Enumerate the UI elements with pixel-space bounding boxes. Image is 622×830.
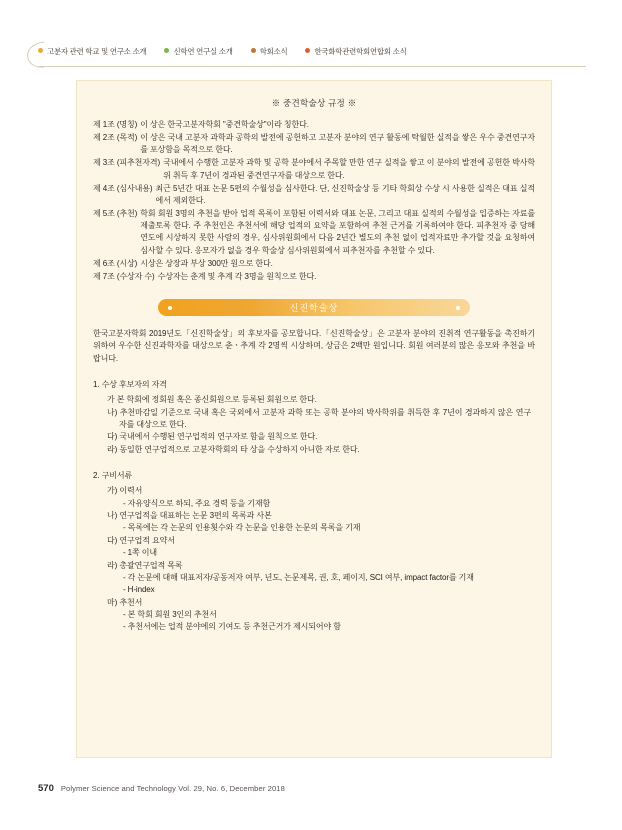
top-navigation	[38, 38, 602, 64]
rule-clause-text: 국내에서 수행한 고분자 과학 및 공학 분야에서 주목할 만한 연구 실적을 쌓고 이 분야의 발전에 공헌한 박사학위 취득 후 7년이 경과된 중견연구자를 대상으로 한다.	[163, 158, 535, 180]
nav-item-label: 신학연 연구실 소개	[173, 46, 233, 56]
page-number: 570	[38, 783, 54, 794]
rule-clause-text: 학회 회원 3명의 추천을 받아 업적 목록이 포함된 이력서와 대표 논문, 그리고 대표 실적의 수월성을 입증하는 자료를 제출토록 한다. 주 추천인은 추천서에 해당 업적의 요약을 포함하여 추천 근거를 기록하여야 한다. 피추천자 중 당해 연도에 시상하지 못한 사람의 경우, 심사위원회에서 다음 2년간 별도의 추천 없이 업적자료만 추가할 것을 요청하여 심사할 수 있다. 응모자가 없을 경우 학술상 심사위원회에서 피추천자를 추천할 수 있다.	[140, 209, 535, 255]
nav-item-federation-news[interactable]	[305, 46, 406, 57]
list-item: 나) 연구업적을 대표하는 논문 3편의 목록과 사본	[107, 510, 272, 520]
list-item: - 추천서에는 업적 분야에의 기여도 등 추천근거가 제시되어야 함	[123, 622, 341, 632]
nav-item-label: 한국화학관련학회연합회 소식	[314, 46, 407, 56]
list-item: - 목록에는 각 논문의 인용횟수와 각 논문을 인용한 논문의 목록을 기재	[123, 523, 361, 533]
rule-clause-label: 제 3조 (피추천자격)	[93, 158, 161, 168]
list-item: - 각 논문에 대해 대표저자/공동저자 여부, 년도, 논문제목, 권, 호, 페이지, SCI 여부, impact factor를 기재	[123, 572, 474, 582]
rule-clause-label: 제 2조 (목적)	[93, 133, 138, 143]
journal-citation: Polymer Science and Technology Vol. 29, No. 6, December 2018	[60, 784, 285, 793]
rule-clause-label: 제 4조 (심사내용)	[93, 183, 153, 193]
content-panel	[76, 80, 552, 758]
rule-clause	[93, 258, 535, 270]
award-intro-paragraph: 한국고분자학회 2019년도「신진학술상」의 후보자를 공모합니다.「신진학술상」은 고분자 분야의 진취적 연구활동을 촉진하기 위하여 우수한 신진과학자를 대상으로 춘ㆍ추계 각 2명씩 시상하며, 상금은 2백만 원입니다. 회원 여러분의 많은 응모와 추천을 바랍니다.	[93, 329, 535, 363]
rule-clause	[93, 119, 535, 131]
rule-clause	[93, 157, 535, 181]
rule-clause-label: 제 1조 (명칭)	[93, 120, 138, 129]
rule-clause-text: 이 상은 한국고분자학회 "중견학술상"이라 칭한다.	[140, 120, 309, 129]
rules-title: ※ 중견학술상 규정 ※	[271, 98, 357, 108]
bullet-dot-icon	[164, 48, 169, 53]
rule-clause-text: 최근 5년간 대표 논문 5편의 수월성을 심사한다. 단, 신진학술상 등 기타 학회상 수상 시 사용한 실적은 대표 실적에서 제외한다.	[155, 183, 535, 205]
list-item: - 1쪽 이내	[123, 548, 158, 558]
rule-clause	[93, 132, 535, 156]
banner-dot-left-icon	[168, 306, 172, 310]
page-footer	[38, 783, 285, 794]
list-item: 가) 이력서	[107, 486, 143, 496]
rule-clause-label: 제 7조 (수상자 수)	[93, 271, 155, 281]
list-item: - H-index	[123, 585, 155, 595]
award-banner-wrap	[93, 299, 535, 316]
bullet-dot-icon	[251, 48, 256, 53]
bullet-dot-icon	[38, 48, 43, 53]
award-banner	[158, 299, 470, 316]
nav-item-label: 고분자 관련 학교 및 연구소 소개	[47, 46, 147, 56]
nav-item-schools[interactable]	[38, 46, 146, 57]
rule-clause-text: 이 상은 국내 고분자 과학과 공학의 발전에 공헌하고 고분자 분야의 연구 활동에 탁월한 실적을 쌓은 우수 중견연구자를 포상함을 목적으로 한다.	[140, 133, 535, 155]
list-item: 가 본 학회에 정회원 혹은 종신회원으로 등록된 회원으로 한다.	[107, 395, 317, 405]
rule-clause	[93, 208, 535, 257]
list-item: - 본 학회 회원 3인의 추천서	[123, 610, 217, 620]
list-item: 라) 동일한 연구업적으로 고분자학회의 타 상을 수상하지 아니한 자로 한다.	[107, 444, 360, 454]
section-title-documents: 2. 구비서류	[93, 471, 133, 481]
rules-list	[93, 119, 535, 283]
award-banner-label: 신진학술상	[289, 303, 339, 314]
section-title-qualification: 1. 수상 후보자의 자격	[93, 380, 167, 390]
banner-dot-right-icon	[456, 306, 460, 310]
nav-item-labs[interactable]	[164, 46, 232, 57]
list-item: 마) 추천서	[107, 597, 143, 607]
list-item: 다) 국내에서 수행된 연구업적의 연구자로 함을 원칙으로 한다.	[107, 432, 318, 442]
nav-divider	[38, 66, 586, 67]
rule-clause	[93, 183, 535, 207]
list-item: 라) 총괄연구업적 목록	[107, 560, 183, 570]
nav-item-society-news[interactable]	[251, 46, 288, 57]
list-item: 다) 연구업적 요약서	[107, 535, 175, 545]
nav-item-label: 학회소식	[259, 46, 288, 56]
list-item: 나) 추천마감일 기준으로 국내 혹은 국외에서 고분자 과학 또는 공학 분야의 박사학위를 취득한 후 7년이 경과하지 않은 연구자를 대상으로 한다.	[107, 407, 531, 429]
rule-clause-text: 수상자는 춘계 및 추계 각 3명을 원칙으로 한다.	[157, 271, 317, 281]
rule-clause	[93, 271, 535, 283]
rule-clause-label: 제 6조 (시상)	[93, 258, 138, 268]
rule-clause-label: 제 5조 (추천)	[93, 209, 138, 219]
bullet-dot-icon	[305, 48, 310, 53]
list-item: - 자유양식으로 하되, 주요 경력 등을 기재함	[123, 498, 271, 508]
rule-clause-text: 시상은 상장과 부상 300만 원으로 한다.	[140, 258, 273, 268]
